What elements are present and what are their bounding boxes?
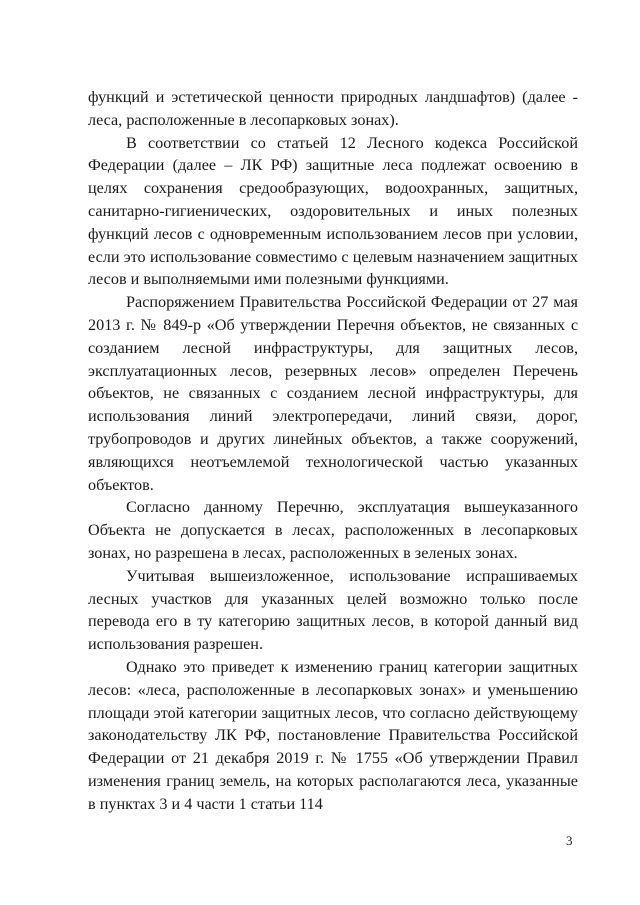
paragraph-continuation: функций и эстетической ценности природных ландшафтов) (далее - леса, расположенные в лесопарковых зонах). <box>88 88 578 129</box>
body-text <box>88 86 578 816</box>
paragraph-list-restriction: Согласно данному Перечню, эксплуатация вышеуказанного Объекта не допускается в лесах, расположенных в лесопарковых зонах, но разрешена в лесах, расположенных в зеленых зонах. <box>88 498 578 562</box>
page-number: 3 <box>566 833 573 848</box>
paragraph-forest-code-article-12: В соответствии со статьей 12 Лесного кодекса Российской Федерации (далее – ЛК РФ) защитные леса подлежат освоению в целях сохранения средообразующих, водоохранных, защитных, санитарно-гигиенических, оздоровительных и иных полезных функций лесов с одновременным использованием лесов при условии, если это использование совместимо с целевым назначением защитных лесов и выполняемыми ими полезными функциями. <box>88 133 578 289</box>
paragraph-government-order-849: Распоряжением Правительства Российской Федерации от 27 мая 2013 г. № 849-р «Об утверждении Перечня объектов, не связанных с созданием лесной инфраструктуры, для защитных лесов, эксплуатационных лесов, резервных лесов» определен Перечень объектов, не связанных с созданием лесной инфраструктуры, для использования линий электропередачи, линий связи, дорог, трубопроводов и других линейных объектов, а также сооружений, являющихся неотъемлемой технологической частью указанных объектов. <box>88 293 578 494</box>
paragraph-boundary-change: Однако это приведет к изменению границ категории защитных лесов: «леса, расположенные в лесопарковых зонах» и уменьшению площади этой категории защитных лесов, что согласно действующему законодательству ЛК РФ, постановление Правительства Российской Федерации от 21 декабря 2019 г. № 1755 «Об утверждении Правил изменения границ земель, на которых располагаются леса, указанные в пунктах 3 и 4 части 1 статьи 114 <box>88 657 578 813</box>
paragraph-considering: Учитывая вышеизложенное, использование испрашиваемых лесных участков для указанных целей возможно только после перевода его в ту категорию защитных лесов, в которой данный вид использования разрешен. <box>88 566 578 654</box>
